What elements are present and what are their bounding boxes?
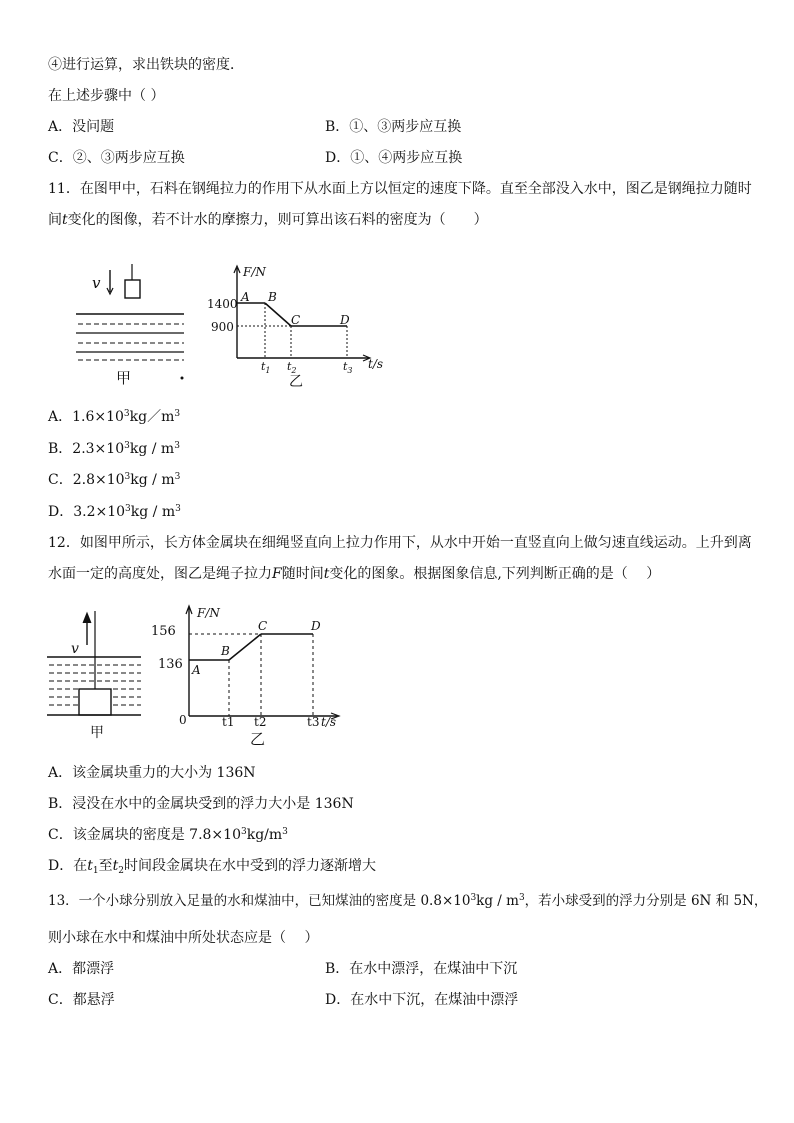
q11-point-c: C [291, 313, 301, 327]
q12-y-tick-156: 156 [151, 624, 176, 639]
q11-y-axis-label: F/N [243, 265, 266, 279]
q13-stem-line1: 13．一个小球分别放入足量的水和煤油中，已知煤油的密度是 $0.8\times 10^3kg / m^3$，若小球受到的浮力分别是 6N 和 5N， [48, 893, 768, 909]
q12-point-b: B [221, 644, 230, 658]
q13-stem-line2: 则小球在水中和煤油中所处状态应是（ ） [48, 930, 319, 946]
q12-figure-yi-label: 乙 [250, 730, 266, 748]
q12-x-tick-t2: t2 [254, 715, 267, 729]
q11-stem-line2: 间t变化的图像，若不计水的摩擦力，则可算出该石料的密度为（ ） [48, 212, 488, 228]
q12-stem-line1: 12．如图甲所示，长方体金属块在细绳竖直向上拉力作用下，从水中开始一直竖直向上做匀速直线运动。上升到离 [48, 535, 752, 551]
q12-option-c[interactable]: C．该金属块的密度是 $7.8\times 10^3kg/m^3$ [48, 827, 288, 843]
q11-y-tick-1400: 1400 [207, 297, 238, 311]
q11-figure-jia [70, 262, 190, 390]
q10-step4: ④进行运算，求出铁块的密度． [48, 57, 244, 73]
q11-option-d[interactable]: D．$3.2\times 10^3kg / m^3$ [48, 504, 181, 520]
q12-figure-yi [151, 602, 355, 750]
q10-option-a[interactable]: A．没问题 [48, 119, 115, 135]
q11-x-tick-t3: $t_3$ [343, 360, 353, 375]
q12-x-axis-label: t/s [321, 715, 337, 729]
q11-stem-line1: 11．在图甲中，石料在钢绳拉力的作用下从水面上方以恒定的速度下降。直至全部没入水中，图乙是钢绳拉力随时 [48, 181, 752, 197]
q11-point-b: B [268, 290, 277, 304]
q10-option-c[interactable]: C．②、③两步应互换 [48, 150, 185, 166]
q11-y-tick-900: 900 [211, 320, 234, 334]
q11-figure-yi [205, 262, 395, 392]
q12-point-c: C [258, 619, 268, 633]
q12-velocity-label: v [71, 641, 79, 657]
q11-stone-block [125, 280, 140, 298]
q12-point-a: A [192, 663, 201, 677]
q11-x-axis-label: t/s [368, 357, 384, 371]
q12-option-d[interactable]: D．在$t_1$至$t_2$时间段金属块在水中受到的浮力逐渐增大 [48, 858, 376, 876]
q10-stem: 在上述步骤中（ ） [48, 88, 165, 104]
q11-point-d: D [340, 313, 350, 327]
q12-origin: 0 [179, 713, 187, 727]
q13-option-c[interactable]: C．都悬浮 [48, 992, 115, 1008]
q12-option-a[interactable]: A．该金属块重力的大小为 136N [48, 765, 256, 781]
q12-figure-jia [45, 607, 150, 747]
q11-x-tick-t2: $t_2$ [287, 360, 297, 375]
q11-figure-yi-label: 乙 [289, 374, 303, 390]
q11-curve-bc [265, 303, 291, 326]
q10-option-b[interactable]: B．①、③两步应互换 [325, 119, 462, 135]
q13-option-b[interactable]: B．在水中漂浮，在煤油中下沉 [325, 961, 518, 977]
q12-stem-line2: 水面一定的高度处，图乙是绳子拉力F随时间t变化的图象。根据图象信息,下列判断正确的是（ ） [48, 566, 661, 582]
q12-y-axis-label: F/N [197, 606, 220, 620]
q12-curve-bc [229, 634, 261, 660]
q12-metal-block [79, 689, 111, 715]
q12-point-d: D [311, 619, 321, 633]
q10-option-d[interactable]: D．①、④两步应互换 [325, 150, 463, 166]
q11-figure-jia-label: 甲 [116, 369, 132, 387]
q12-option-b[interactable]: B．浸没在水中的金属块受到的浮力大小是 136N [48, 796, 354, 812]
q11-option-c[interactable]: C．$2.8\times 10^3kg / m^3$ [48, 472, 181, 488]
q12-x-tick-t1: t1 [222, 715, 235, 729]
q11-x-tick-t1: $t_1$ [261, 360, 271, 375]
q11-velocity-label: v [92, 274, 101, 292]
q11-option-b[interactable]: B．$2.3\times 10^3kg / m^3$ [48, 441, 180, 457]
q13-option-d[interactable]: D．在水中下沉，在煤油中漂浮 [325, 992, 519, 1008]
q11-point-a: A [241, 290, 250, 304]
q12-y-tick-136: 136 [158, 657, 183, 672]
q11-option-a[interactable]: A．$1.6\times 10^3kg/m^3$ [48, 409, 181, 425]
q12-figure-jia-label: 甲 [90, 725, 104, 741]
q13-option-a[interactable]: A．都漂浮 [48, 961, 115, 977]
q12-x-tick-t3: t3 [307, 715, 320, 729]
